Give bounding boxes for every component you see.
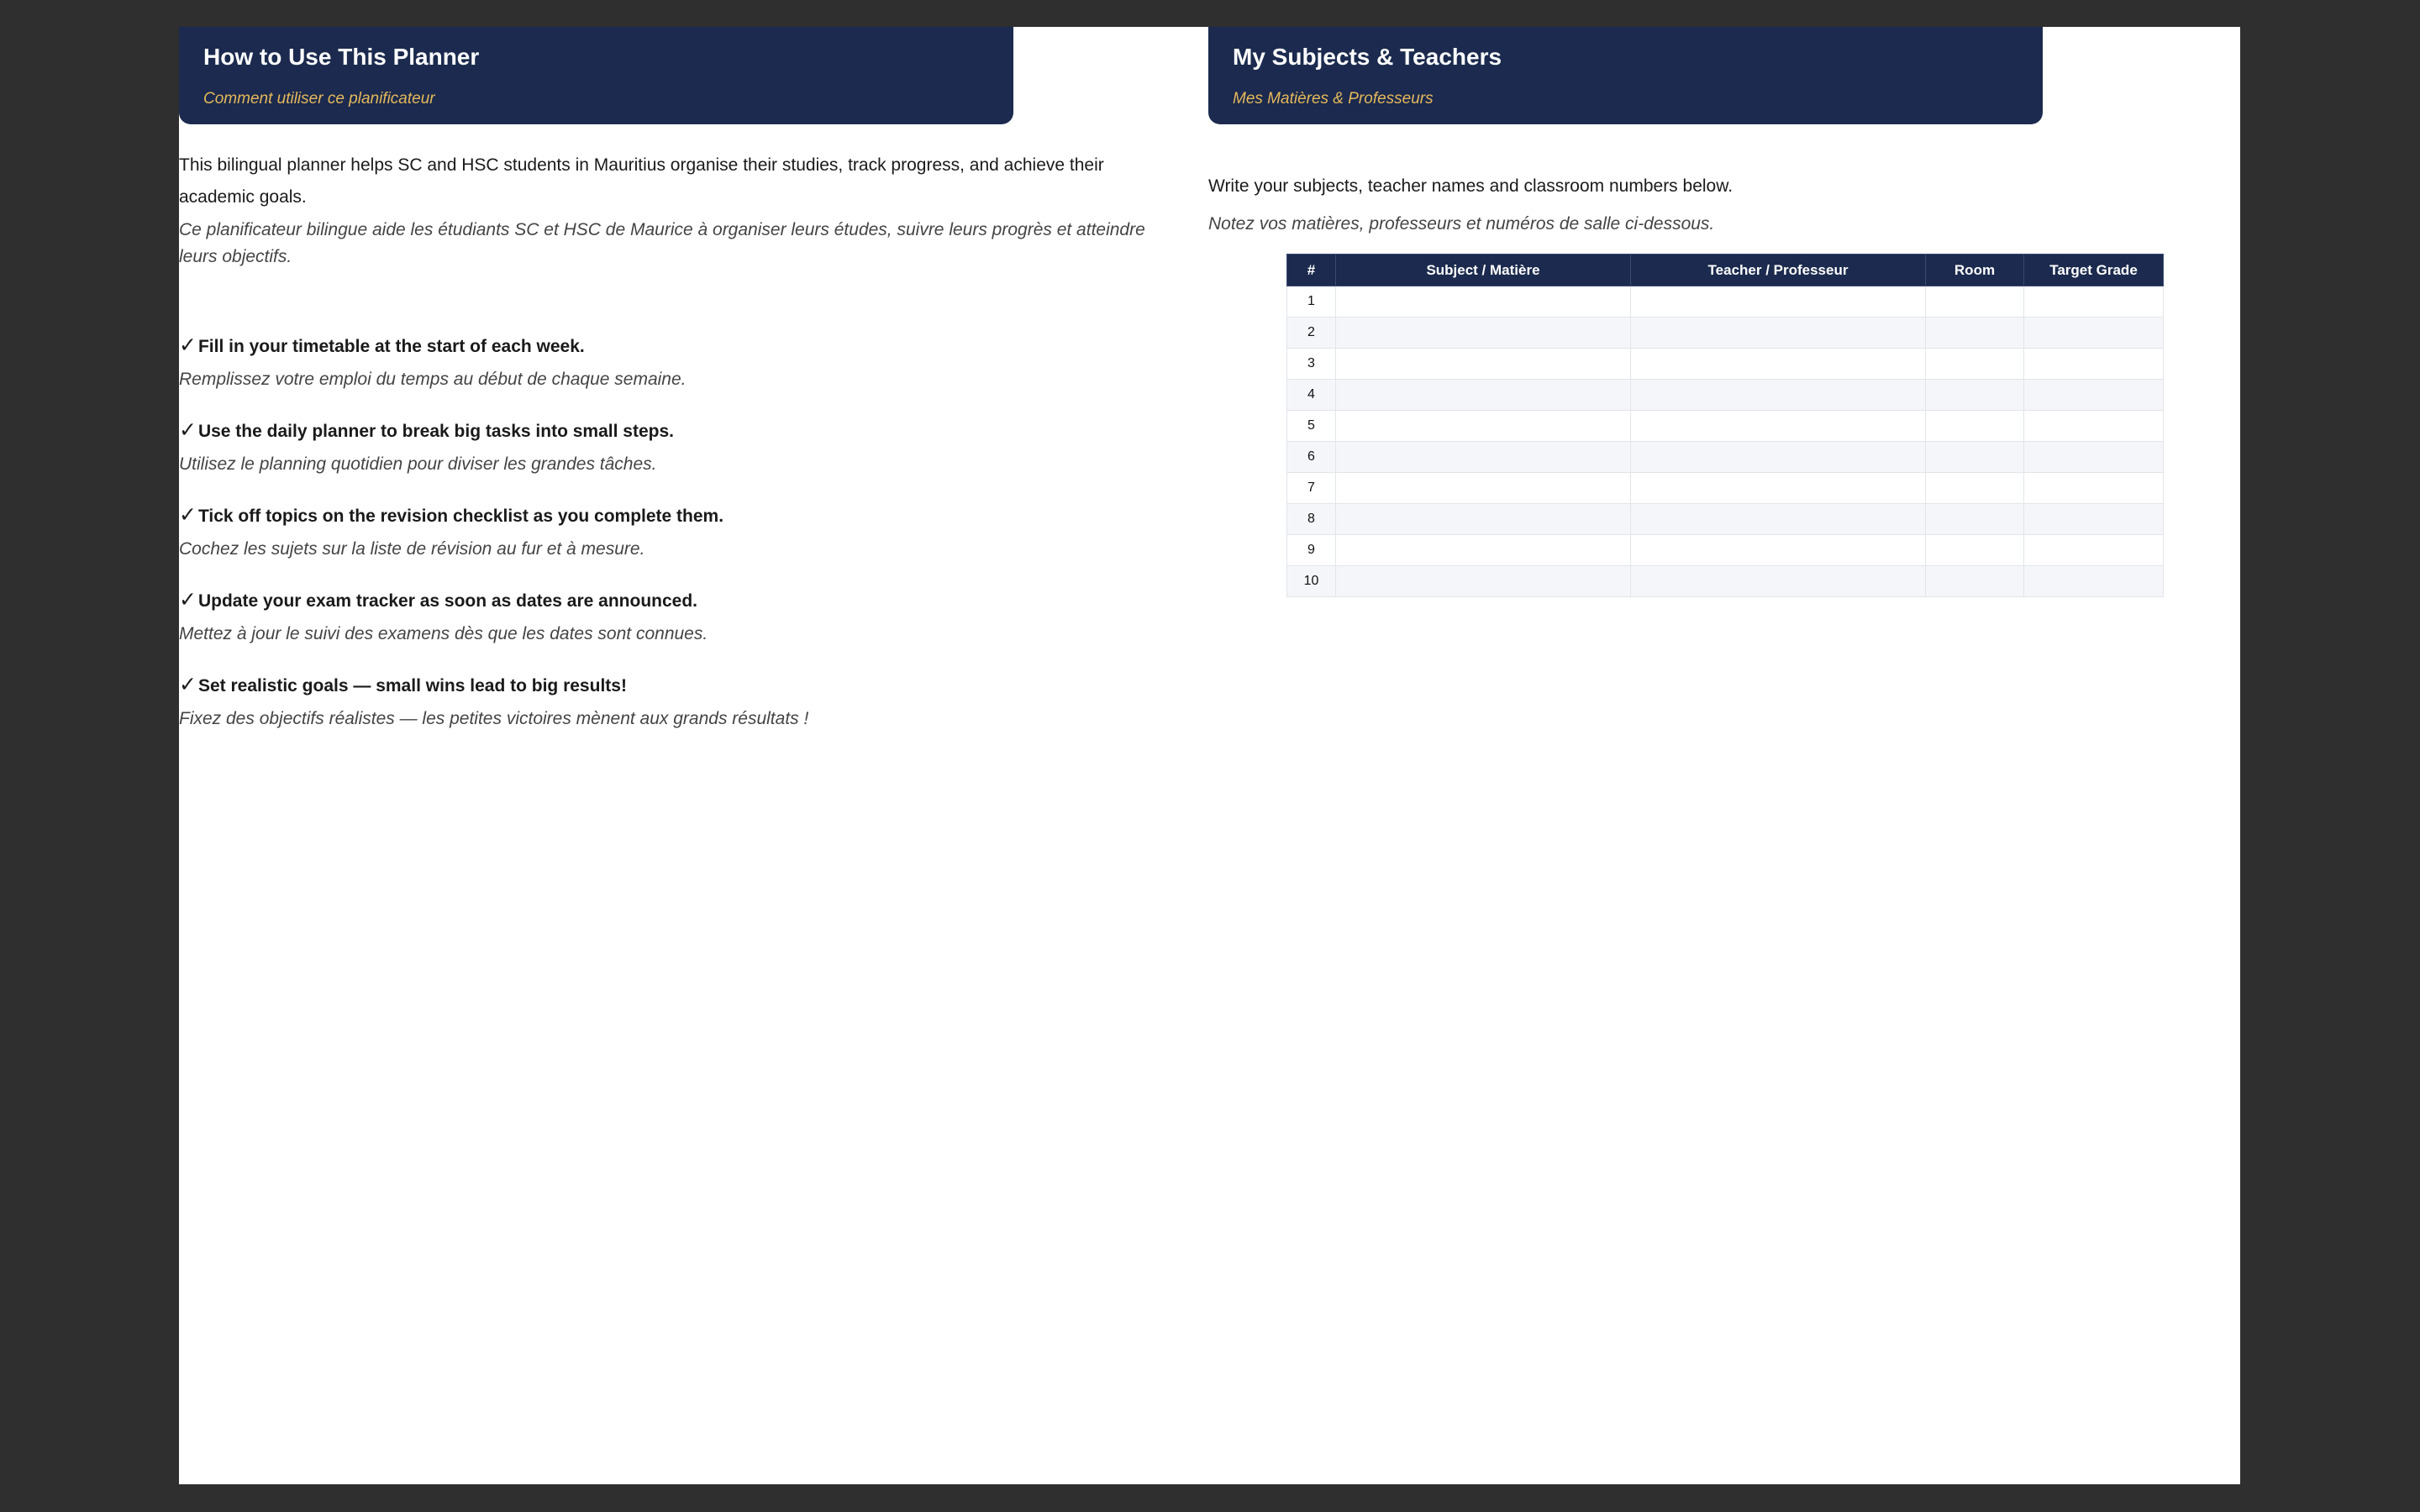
table-row xyxy=(1287,473,2164,504)
room-cell[interactable] xyxy=(1926,535,2024,566)
table-row xyxy=(1287,286,2164,318)
tip-english: Update your exam tracker as soon as dates are announced. xyxy=(197,591,698,611)
subjects-title: My Subjects & Teachers xyxy=(1233,44,1502,70)
intro-english: This bilingual planner helps SC and HSC students in Mauritius organise their studies, track progress, and achieve their academic goals. xyxy=(179,155,1104,207)
subject-cell[interactable] xyxy=(1336,318,1631,349)
tip-english: Set realistic goals — small wins lead to big results! xyxy=(197,676,627,696)
table-row xyxy=(1287,318,2164,349)
subject-cell[interactable] xyxy=(1336,442,1631,473)
room-cell[interactable] xyxy=(1926,411,2024,442)
room-cell[interactable] xyxy=(1926,349,2024,380)
check-icon: ✓ xyxy=(179,588,197,612)
table-row xyxy=(1287,504,2164,535)
target-grade-cell[interactable] xyxy=(2024,318,2164,349)
how-to-use-title: How to Use This Planner xyxy=(203,44,480,70)
subjects-column xyxy=(1208,27,2208,588)
row-number: 5 xyxy=(1287,411,1336,442)
table-row xyxy=(1287,442,2164,473)
tip-french: Cochez les sujets sur la liste de révision au fur et à mesure. xyxy=(179,539,645,559)
intro-french: Ce planificateur bilingue aide les étudiants SC et HSC de Maurice à organiser leurs études, suivre leurs progrès et atteindre leurs objectifs. xyxy=(179,220,1145,266)
table-row xyxy=(1287,566,2164,597)
teacher-cell[interactable] xyxy=(1631,349,1926,380)
subject-cell[interactable] xyxy=(1336,380,1631,411)
target-grade-cell[interactable] xyxy=(2024,473,2164,504)
check-icon: ✓ xyxy=(179,503,197,527)
subjects-subtitle: Mes Matières & Professeurs xyxy=(1233,90,1434,108)
teacher-cell[interactable] xyxy=(1631,411,1926,442)
room-cell[interactable] xyxy=(1926,442,2024,473)
target-grade-cell[interactable] xyxy=(2024,504,2164,535)
tip-english: Fill in your timetable at the start of each week. xyxy=(197,337,585,356)
planner-page xyxy=(179,27,2240,1484)
room-cell[interactable] xyxy=(1926,504,2024,535)
how-to-use-header xyxy=(179,27,1013,124)
target-grade-cell[interactable] xyxy=(2024,380,2164,411)
tip-item xyxy=(179,329,1179,414)
header-subject: Subject / Matière xyxy=(1336,255,1631,286)
target-grade-cell[interactable] xyxy=(2024,535,2164,566)
subjects-table xyxy=(1286,254,2164,597)
header-target-grade: Target Grade xyxy=(2024,255,2164,286)
how-to-use-subtitle: Comment utiliser ce planificateur xyxy=(203,90,435,108)
how-to-use-column xyxy=(179,27,1179,728)
subject-cell[interactable] xyxy=(1336,535,1631,566)
tip-french: Utilisez le planning quotidien pour diviser les grandes tâches. xyxy=(179,454,657,474)
subject-cell[interactable] xyxy=(1336,473,1631,504)
check-icon: ✓ xyxy=(179,418,197,442)
target-grade-cell[interactable] xyxy=(2024,411,2164,442)
table-row xyxy=(1287,535,2164,566)
target-grade-cell[interactable] xyxy=(2024,442,2164,473)
row-number: 4 xyxy=(1287,380,1336,411)
room-cell[interactable] xyxy=(1926,286,2024,318)
teacher-cell[interactable] xyxy=(1631,318,1926,349)
header-teacher: Teacher / Professeur xyxy=(1631,255,1926,286)
target-grade-cell[interactable] xyxy=(2024,349,2164,380)
row-number: 7 xyxy=(1287,473,1336,504)
room-cell[interactable] xyxy=(1926,380,2024,411)
tip-english: Tick off topics on the revision checklist as you complete them. xyxy=(197,507,724,526)
table-row xyxy=(1287,411,2164,442)
subject-cell[interactable] xyxy=(1336,411,1631,442)
teacher-cell[interactable] xyxy=(1631,286,1926,318)
teacher-cell[interactable] xyxy=(1631,442,1926,473)
tip-item xyxy=(179,584,1179,669)
target-grade-cell[interactable] xyxy=(2024,286,2164,318)
check-icon: ✓ xyxy=(179,333,197,357)
header-number: # xyxy=(1287,255,1336,286)
tip-item xyxy=(179,669,1179,753)
tip-english: Use the daily planner to break big tasks into small steps. xyxy=(197,422,674,441)
tips-list xyxy=(179,329,1179,753)
room-cell[interactable] xyxy=(1926,318,2024,349)
subject-cell[interactable] xyxy=(1336,504,1631,535)
table-row xyxy=(1287,349,2164,380)
subject-cell[interactable] xyxy=(1336,566,1631,597)
header-room: Room xyxy=(1926,255,2024,286)
row-number: 8 xyxy=(1287,504,1336,535)
check-icon: ✓ xyxy=(179,673,197,696)
table-header-row xyxy=(1287,255,2164,286)
subject-cell[interactable] xyxy=(1336,286,1631,318)
tip-item xyxy=(179,414,1179,499)
subject-cell[interactable] xyxy=(1336,349,1631,380)
table-row xyxy=(1287,380,2164,411)
subjects-instruction-english: Write your subjects, teacher names and classroom numbers below. xyxy=(1208,176,1733,196)
tip-item xyxy=(179,499,1179,584)
teacher-cell[interactable] xyxy=(1631,473,1926,504)
row-number: 6 xyxy=(1287,442,1336,473)
target-grade-cell[interactable] xyxy=(2024,566,2164,597)
row-number: 10 xyxy=(1287,566,1336,597)
row-number: 1 xyxy=(1287,286,1336,318)
tip-french: Mettez à jour le suivi des examens dès que les dates sont connues. xyxy=(179,624,708,643)
teacher-cell[interactable] xyxy=(1631,380,1926,411)
subjects-header xyxy=(1208,27,2043,124)
row-number: 3 xyxy=(1287,349,1336,380)
teacher-cell[interactable] xyxy=(1631,535,1926,566)
room-cell[interactable] xyxy=(1926,473,2024,504)
subjects-instruction-french: Notez vos matières, professeurs et numéros de salle ci-dessous. xyxy=(1208,214,1715,234)
tip-french: Fixez des objectifs réalistes — les petites victoires mènent aux grands résultats ! xyxy=(179,709,809,728)
teacher-cell[interactable] xyxy=(1631,566,1926,597)
room-cell[interactable] xyxy=(1926,566,2024,597)
tip-french: Remplissez votre emploi du temps au début de chaque semaine. xyxy=(179,370,687,389)
row-number: 9 xyxy=(1287,535,1336,566)
teacher-cell[interactable] xyxy=(1631,504,1926,535)
row-number: 2 xyxy=(1287,318,1336,349)
